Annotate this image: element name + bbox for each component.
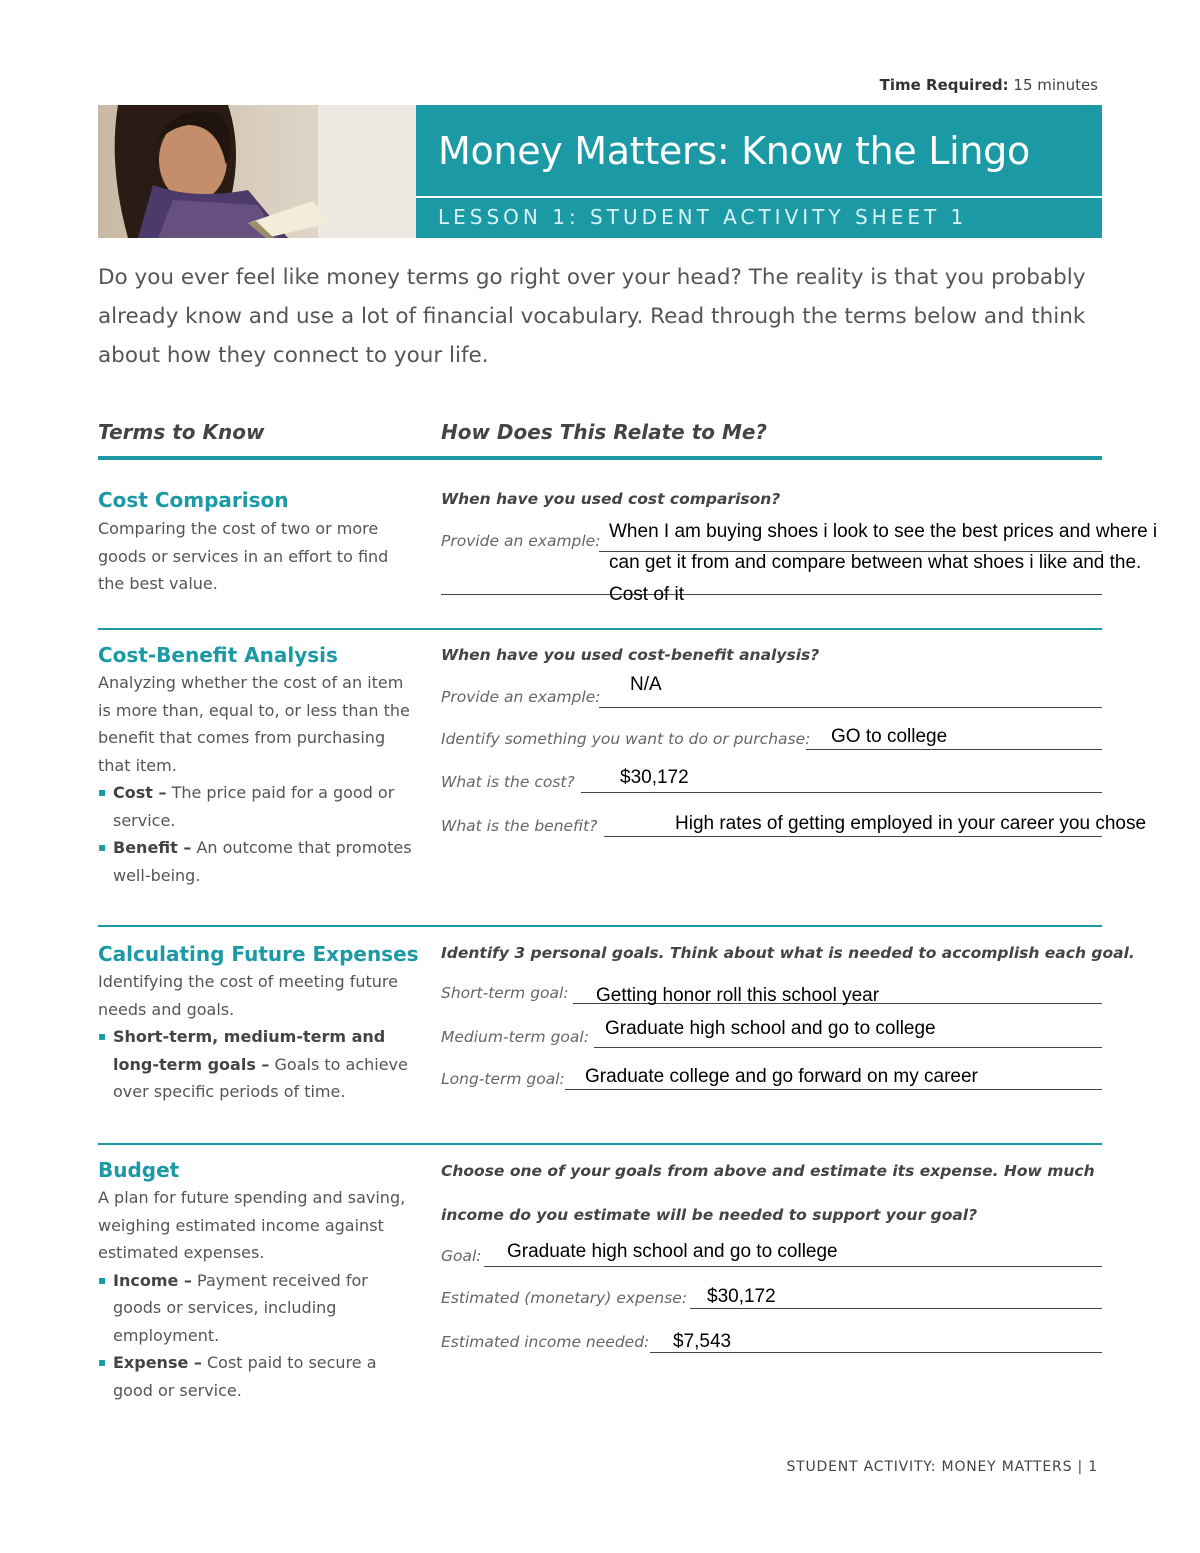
budget-title: Budget bbox=[98, 1158, 180, 1182]
page-footer: STUDENT ACTIVITY: MONEY MATTERS | 1 bbox=[786, 1459, 1098, 1475]
cost-benefit-benefit-answer: High rates of getting employed in your career you chose bbox=[675, 813, 1147, 834]
intro-paragraph: Do you ever feel like money terms go right over your head? The reality is that you probably already know and use a lot of financial vocabulary. Read through the terms below and think about how they connect to your life. bbox=[98, 265, 1086, 368]
field-underline bbox=[599, 707, 1102, 708]
bullet-benefit: ▪ Benefit – An outcome that promotes well-being. bbox=[98, 834, 418, 889]
heading-divider bbox=[98, 456, 1102, 460]
future-expenses-definition-block bbox=[98, 968, 418, 1106]
cost-comparison-definition: Comparing the cost of two or more goods or services in an effort to find the best value. bbox=[98, 519, 389, 593]
cost-benefit-cost-answer: $30,172 bbox=[620, 767, 689, 788]
cost-comparison-answer-line-1: When I am buying shoes i look to see the best prices and where i bbox=[609, 521, 1158, 542]
budget-income-field[interactable] bbox=[441, 1321, 1102, 1353]
field-underline bbox=[594, 1047, 1102, 1048]
section-divider bbox=[98, 628, 1102, 630]
cost-benefit-example-answer: N/A bbox=[630, 674, 662, 695]
cost-benefit-definition-block bbox=[98, 669, 418, 889]
budget-income-answer: $7,543 bbox=[673, 1331, 732, 1352]
section-divider bbox=[98, 925, 1102, 927]
future-expenses-definition: Identifying the cost of meeting future needs and goals. bbox=[98, 972, 398, 1019]
title-banner bbox=[416, 105, 1102, 238]
cost-comparison-question: When have you used cost comparison? bbox=[441, 490, 781, 508]
field-label: Long-term goal: bbox=[441, 1070, 565, 1088]
budget-question-line-2: income do you estimate will be needed to support your goal? bbox=[441, 1206, 978, 1224]
budget-definition: A plan for future spending and saving, weighing estimated income against estimated expenses. bbox=[98, 1188, 406, 1262]
cost-comparison-title: Cost Comparison bbox=[98, 488, 289, 512]
bullet-income: ▪ Income – Payment received for goods or services, including employment. bbox=[98, 1267, 418, 1350]
field-label: Provide an example: bbox=[441, 688, 601, 706]
bullet-goals: ▪ Short-term, medium-term and long-term goals – Goals to achieve over specific periods of time. bbox=[98, 1023, 418, 1106]
short-term-goal-answer: Getting honor roll this school year bbox=[596, 985, 880, 1006]
field-label: Medium-term goal: bbox=[441, 1028, 589, 1046]
field-underline bbox=[565, 1089, 1102, 1090]
field-label: Identify something you want to do or purchase: bbox=[441, 730, 811, 748]
budget-definition-block bbox=[98, 1184, 418, 1404]
banner-divider bbox=[416, 196, 1102, 198]
cost-benefit-example-field[interactable] bbox=[441, 676, 1102, 708]
field-label: What is the benefit? bbox=[441, 817, 598, 835]
field-label: Estimated income needed: bbox=[441, 1333, 650, 1351]
field-underline bbox=[690, 1308, 1102, 1309]
budget-goal-answer: Graduate high school and go to college bbox=[507, 1241, 838, 1262]
cost-benefit-cost-field[interactable] bbox=[441, 761, 1102, 793]
field-underline bbox=[806, 749, 1102, 750]
time-required: Time Required: 15 minutes bbox=[879, 76, 1098, 94]
terms-column-heading: Terms to Know bbox=[98, 420, 265, 444]
cost-benefit-question: When have you used cost-benefit analysis? bbox=[441, 646, 820, 664]
cost-comparison-answer-line-2: can get it from and compare between what shoes i like and the. bbox=[609, 552, 1142, 573]
relate-column-heading: How Does This Relate to Me? bbox=[441, 420, 768, 444]
bullet-expense: ▪ Expense – Cost paid to secure a good or service. bbox=[98, 1349, 418, 1404]
field-label: Estimated (monetary) expense: bbox=[441, 1289, 688, 1307]
cost-benefit-identify-answer: GO to college bbox=[831, 726, 948, 747]
medium-term-goal-answer: Graduate high school and go to college bbox=[605, 1018, 936, 1039]
field-underline bbox=[604, 836, 1102, 837]
cost-comparison-extra-line[interactable] bbox=[441, 594, 1102, 595]
field-underline bbox=[484, 1266, 1102, 1267]
budget-question-line-1: Choose one of your goals from above and estimate its expense. How much bbox=[441, 1162, 1095, 1180]
cost-comparison-answer-line-3: Cost of it bbox=[609, 584, 684, 605]
bullet-cost: ▪ Cost – The price paid for a good or service. bbox=[98, 779, 418, 834]
budget-expense-answer: $30,172 bbox=[707, 1286, 776, 1307]
lesson-subtitle: LESSON 1: STUDENT ACTIVITY SHEET 1 bbox=[438, 205, 968, 229]
page-title: Money Matters: Know the Lingo bbox=[438, 129, 1030, 173]
section-divider bbox=[98, 1143, 1102, 1145]
field-label: Goal: bbox=[441, 1247, 482, 1265]
long-term-goal-answer: Graduate college and go forward on my career bbox=[585, 1066, 978, 1087]
cost-benefit-title: Cost-Benefit Analysis bbox=[98, 643, 338, 667]
field-underline bbox=[581, 792, 1102, 793]
field-label: Provide an example: bbox=[441, 532, 601, 550]
cost-benefit-definition: Analyzing whether the cost of an item is more than, equal to, or less than the benefit that comes from purchasing that item. bbox=[98, 673, 410, 775]
cost-benefit-identify-field[interactable] bbox=[441, 718, 1102, 750]
field-label: What is the cost? bbox=[441, 773, 575, 791]
student-reading-photo bbox=[98, 105, 416, 238]
field-label: Short-term goal: bbox=[441, 984, 569, 1002]
future-expenses-title: Calculating Future Expenses bbox=[98, 942, 419, 966]
future-expenses-question: Identify 3 personal goals. Think about what is needed to accomplish each goal. bbox=[441, 944, 1135, 962]
